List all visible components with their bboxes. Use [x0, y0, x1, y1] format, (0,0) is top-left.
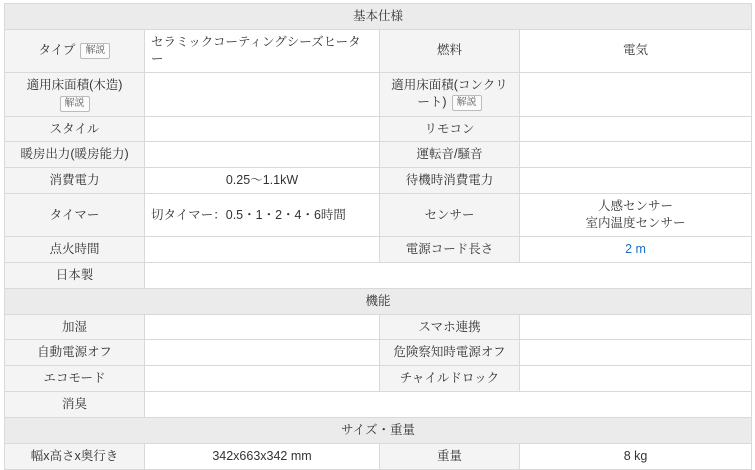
spec-label-text: スタイル — [49, 121, 100, 136]
spec-value-cell — [520, 314, 752, 340]
spec-value-text: 0.25〜1.1kW — [225, 173, 299, 188]
help-badge[interactable]: 解説 — [80, 43, 110, 59]
spec-label-cell — [5, 29, 145, 72]
spec-value-text: 電気 — [623, 43, 649, 58]
help-badge[interactable]: 解説 — [452, 95, 482, 111]
spec-label-cell — [380, 443, 520, 469]
spec-value-cell — [145, 142, 380, 168]
spec-label-cell — [380, 314, 520, 340]
table-row — [5, 340, 752, 366]
spec-table-body — [5, 4, 752, 470]
section-header-row — [5, 418, 752, 444]
spec-label-cell — [5, 72, 145, 116]
table-row — [5, 236, 752, 262]
spec-label-cell — [5, 236, 145, 262]
spec-value-text: 室内温度センサー — [585, 216, 686, 230]
spec-value-cell — [145, 262, 752, 288]
spec-label-cell — [380, 142, 520, 168]
spec-value-cell — [520, 236, 752, 262]
spec-label-cell — [5, 168, 145, 194]
table-row — [5, 168, 752, 194]
spec-value-cell — [145, 29, 380, 72]
section-header-features: 機能 — [5, 288, 752, 314]
table-row — [5, 116, 752, 142]
spec-label-cell — [380, 366, 520, 392]
spec-value-cell — [520, 142, 752, 168]
spec-label-cell — [380, 29, 520, 72]
spec-value-cell — [520, 443, 752, 469]
spec-label-text: エコモード — [43, 371, 106, 386]
spec-label-cell — [380, 168, 520, 194]
spec-value-text: セラミックコーティングシーズヒーター — [151, 34, 361, 66]
spec-label-text: スマホ連携 — [418, 319, 481, 334]
spec-value-text[interactable]: 2 m — [625, 241, 646, 256]
spec-value-cell — [520, 366, 752, 392]
table-row — [5, 262, 752, 288]
spec-value-text: 切タイマー：0.5・1・2・4・6時間 — [151, 207, 346, 222]
spec-label-cell — [380, 116, 520, 142]
spec-label-text: 幅x高さx奥行き — [30, 448, 119, 463]
spec-label-cell — [380, 340, 520, 366]
spec-label-cell — [5, 194, 145, 237]
spec-table-container — [0, 3, 755, 463]
spec-label-text: 危険察知時電源オフ — [393, 345, 506, 360]
spec-label-text: 加湿 — [61, 319, 87, 334]
spec-value-cell — [145, 443, 380, 469]
spec-value-cell — [145, 314, 380, 340]
table-row — [5, 72, 752, 116]
spec-value-text: 8 kg — [623, 448, 648, 463]
spec-label-text: 適用床面積(コンクリート) — [391, 78, 508, 110]
spec-label-cell — [5, 262, 145, 288]
spec-value-text: 342x663x342 mm — [212, 448, 312, 463]
spec-label-text: 自動電源オフ — [37, 345, 112, 360]
table-row — [5, 29, 752, 72]
spec-label-cell — [5, 314, 145, 340]
spec-label-text: リモコン — [424, 121, 475, 136]
spec-value-cell — [520, 340, 752, 366]
spec-label-text: 日本製 — [55, 267, 94, 282]
spec-label-text: 待機時消費電力 — [405, 173, 494, 188]
spec-value-cell — [145, 194, 380, 237]
spec-label-text: 電源コード長さ — [405, 241, 494, 256]
spec-label-text: 燃料 — [436, 43, 462, 58]
table-row — [5, 392, 752, 418]
spec-label-text: 点火時間 — [49, 241, 100, 256]
section-header-size: サイズ・重量 — [5, 418, 752, 444]
spec-value-cell — [520, 72, 752, 116]
spec-label-cell — [380, 72, 520, 116]
table-row — [5, 443, 752, 469]
spec-label-text: 暖房出力(暖房能力) — [20, 147, 129, 162]
help-badge[interactable]: 解説 — [60, 96, 90, 112]
table-row — [5, 142, 752, 168]
section-header-row — [5, 288, 752, 314]
spec-label-cell — [5, 443, 145, 469]
spec-label-cell — [5, 366, 145, 392]
spec-value-cell — [520, 194, 752, 237]
spec-label-cell — [5, 116, 145, 142]
spec-value-cell — [145, 392, 752, 418]
spec-value-text: 人感センサー — [598, 199, 674, 214]
spec-label-text: 運転音/騒音 — [416, 147, 483, 162]
spec-value-cell — [520, 116, 752, 142]
spec-value-cell — [145, 116, 380, 142]
spec-label-text: チャイルドロック — [399, 371, 500, 386]
spec-label-cell — [380, 236, 520, 262]
spec-label-text: 重量 — [436, 448, 462, 463]
spec-label-text: 消費電力 — [49, 173, 100, 188]
spec-label-cell — [5, 142, 145, 168]
spec-value-cell — [145, 366, 380, 392]
spec-label-text: 適用床面積(木造) — [26, 77, 123, 92]
spec-label-cell — [5, 392, 145, 418]
spec-value-cell — [145, 340, 380, 366]
table-row — [5, 194, 752, 237]
spec-label-text: タイプ — [38, 43, 76, 58]
spec-label-cell — [5, 340, 145, 366]
spec-label-text: 消臭 — [61, 397, 87, 412]
section-header-row — [5, 4, 752, 30]
spec-value-cell — [145, 168, 380, 194]
spec-value-cell — [145, 72, 380, 116]
spec-label-cell — [380, 194, 520, 237]
spec-value-cell — [145, 236, 380, 262]
table-row — [5, 366, 752, 392]
section-header-basic: 基本仕様 — [5, 4, 752, 30]
table-row — [5, 314, 752, 340]
spec-value-cell — [520, 29, 752, 72]
spec-label-text: タイマー — [49, 207, 100, 222]
product-spec-table — [4, 3, 752, 470]
spec-value-cell — [520, 168, 752, 194]
spec-label-text: センサー — [424, 207, 475, 222]
